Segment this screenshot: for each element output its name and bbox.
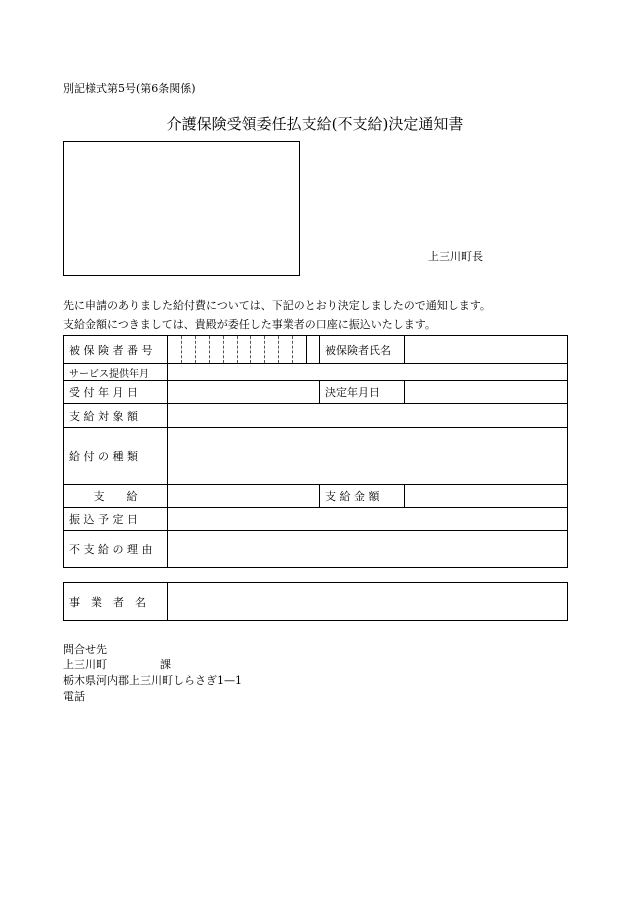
digit-box <box>209 336 223 363</box>
digit-box <box>250 336 264 363</box>
service-month-label: サービス提供年月 <box>64 364 168 381</box>
digit-box <box>292 336 306 363</box>
eligible-amount-label: 支 給 対 象 額 <box>64 404 168 428</box>
transfer-date-field[interactable] <box>168 508 568 531</box>
service-month-field[interactable] <box>168 364 568 381</box>
decision-date-field[interactable] <box>405 381 568 404</box>
payment-field[interactable] <box>168 485 320 508</box>
digit-box <box>278 336 292 363</box>
decision-form-table <box>63 335 568 568</box>
payment-amount-label: 支 給 金 額 <box>320 485 405 508</box>
document-title: 介護保険受領委任払支給(不支給)決定通知書 <box>166 115 464 133</box>
row-vendor <box>64 583 568 621</box>
vendor-name-field[interactable] <box>168 583 568 621</box>
contact-address: 栃木県河内郡上三川町しらさぎ1—1 <box>63 674 242 687</box>
insured-name-label: 被保険者氏名 <box>320 336 405 364</box>
digit-box <box>264 336 278 363</box>
row-payment <box>64 485 568 508</box>
benefit-type-label: 給 付 の 種 類 <box>64 428 168 485</box>
row-eligible-amount <box>64 404 568 428</box>
contact-phone-label: 電話 <box>63 690 85 703</box>
notice-line-2: 支給金額につきましては、貴殿が委任した事業者の口座に振込いたします。 <box>63 318 436 331</box>
insured-name-field[interactable] <box>405 336 568 364</box>
row-receipt-date <box>64 381 568 404</box>
vendor-label: 事 業 者 名 <box>64 583 168 621</box>
contact-heading: 問合せ先 <box>63 643 107 656</box>
issuer-name: 上三川町長 <box>428 250 483 263</box>
insured-number-field[interactable] <box>168 336 307 364</box>
row-insured <box>64 336 568 364</box>
digit-box <box>223 336 237 363</box>
row-service-month <box>64 364 568 381</box>
rejection-reason-label: 不 支 給 の 理 由 <box>64 531 168 568</box>
receipt-date-label: 受 付 年 月 日 <box>64 381 168 404</box>
digit-box <box>181 336 195 363</box>
receipt-date-field[interactable] <box>168 381 320 404</box>
row-rejection-reason <box>64 531 568 568</box>
insured-number-spacer <box>307 336 320 364</box>
payment-label: 支 給 <box>64 485 168 508</box>
contact-dept-suffix: 課 <box>160 658 171 671</box>
notice-line-1: 先に申請のありました給付費については、下記のとおり決定しましたので通知します。 <box>63 299 491 312</box>
benefit-type-field[interactable] <box>168 428 568 485</box>
row-transfer-date <box>64 508 568 531</box>
insured-number-digit-boxes <box>168 336 306 363</box>
digit-box <box>168 336 181 363</box>
decision-date-label: 決定年月日 <box>320 381 405 404</box>
insured-number-label: 被 保 険 者 番 号 <box>64 336 168 364</box>
digit-box <box>195 336 209 363</box>
contact-town: 上三川町 <box>63 658 107 671</box>
recipient-address-box <box>63 141 300 276</box>
row-benefit-type <box>64 428 568 485</box>
payment-amount-field[interactable] <box>405 485 568 508</box>
transfer-date-label: 振 込 予 定 日 <box>64 508 168 531</box>
digit-box <box>237 336 251 363</box>
vendor-table <box>63 582 568 621</box>
form-number: 別記様式第5号(第6条関係) <box>63 82 196 95</box>
eligible-amount-field[interactable] <box>168 404 568 428</box>
rejection-reason-field[interactable] <box>168 531 568 568</box>
